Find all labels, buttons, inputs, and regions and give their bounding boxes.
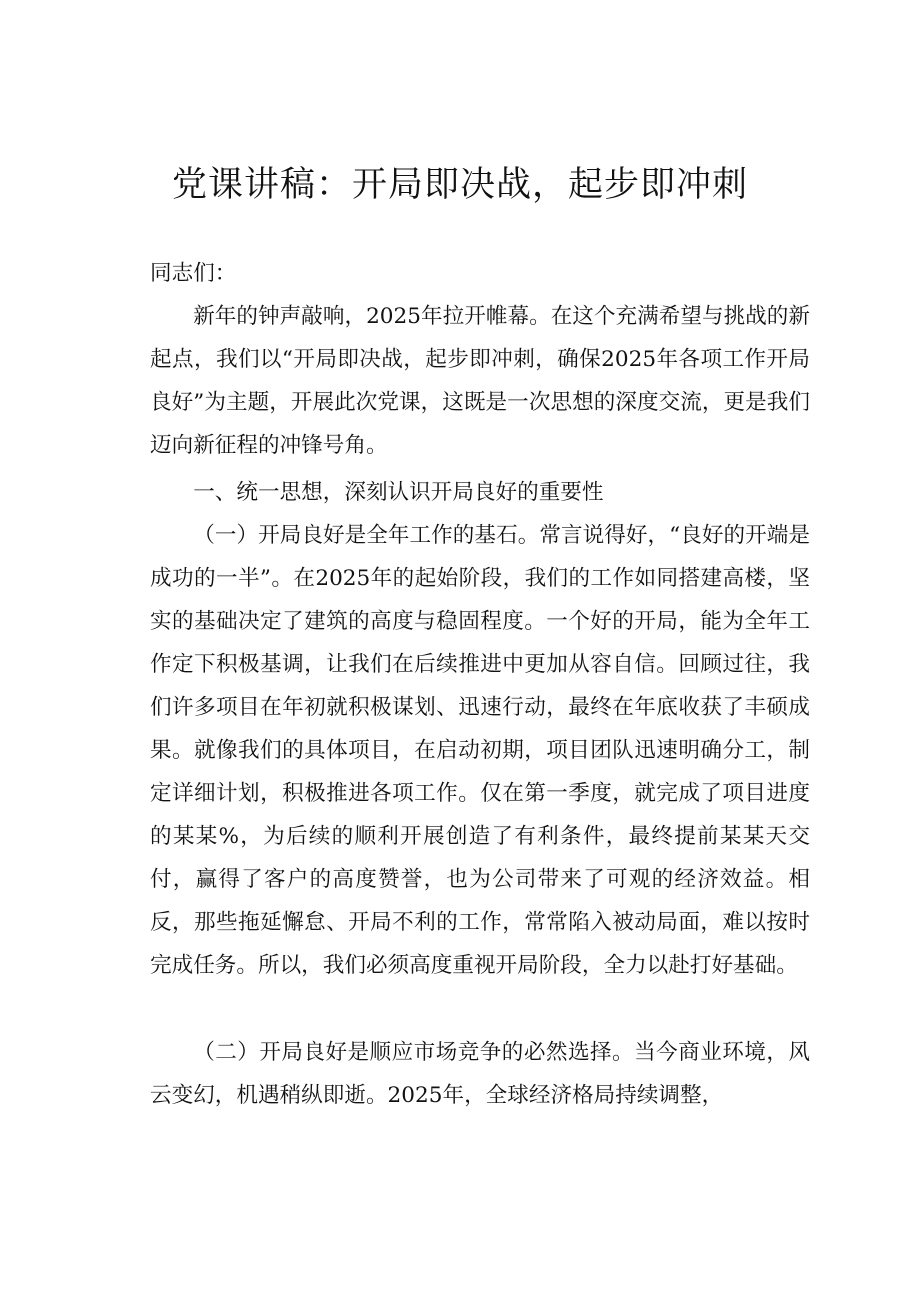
intro-paragraph: 新年的钟声敲响，2025年拉开帷幕。在这个充满希望与挑战的新起点，我们以“开局即决战，起步即冲刺，确保2025年各项工作开局良好”为主题，开展此次党课，这既是一次思想的深度交流，更是我们迈向新征程的冲锋号角。 (150, 304, 810, 458)
document-title: 党课讲稿：开局即决战，起步即冲刺 (171, 165, 748, 205)
greeting: 同志们： (150, 261, 237, 286)
section-heading: 一、统一思想，深刻认识开局良好的重要性 (193, 480, 604, 505)
section-paragraph-1: （一）开局良好是全年工作的基石。常言说得好，“良好的开端是成功的一半”。在2025年的起始阶段，我们的工作如同搭建高楼，坚实的基础决定了建筑的高度与稳固程度。一个好的开局，能为全年工作定下积极基调，让我们在后续推进中更加从容自信。回顾过往，我们许多项目在年初就积极谋划、迅速行动，最终在年底收获了丰硕成果。就像我们的具体项目，在启动初期，项目团队迅速明确分工，制定详细计划，积极推进各项工作。仅在第一季度，就完成了项目进度的某某%，为后续的顺利开展创造了有利条件，最终提前某某天交付，赢得了客户的高度赞誉，也为公司带来了可观的经济效益。相反，那些拖延懈怠、开局不利的工作，常常陷入被动局面，难以按时完成任务。所以，我们必须高度重视开局阶段，全力以赴打好基础。 (150, 523, 810, 978)
section-paragraph-2: （二）开局良好是顺应市场竞争的必然选择。当今商业环境，风云变幻，机遇稍纵即逝。2025年，全球经济格局持续调整， (150, 1040, 810, 1108)
